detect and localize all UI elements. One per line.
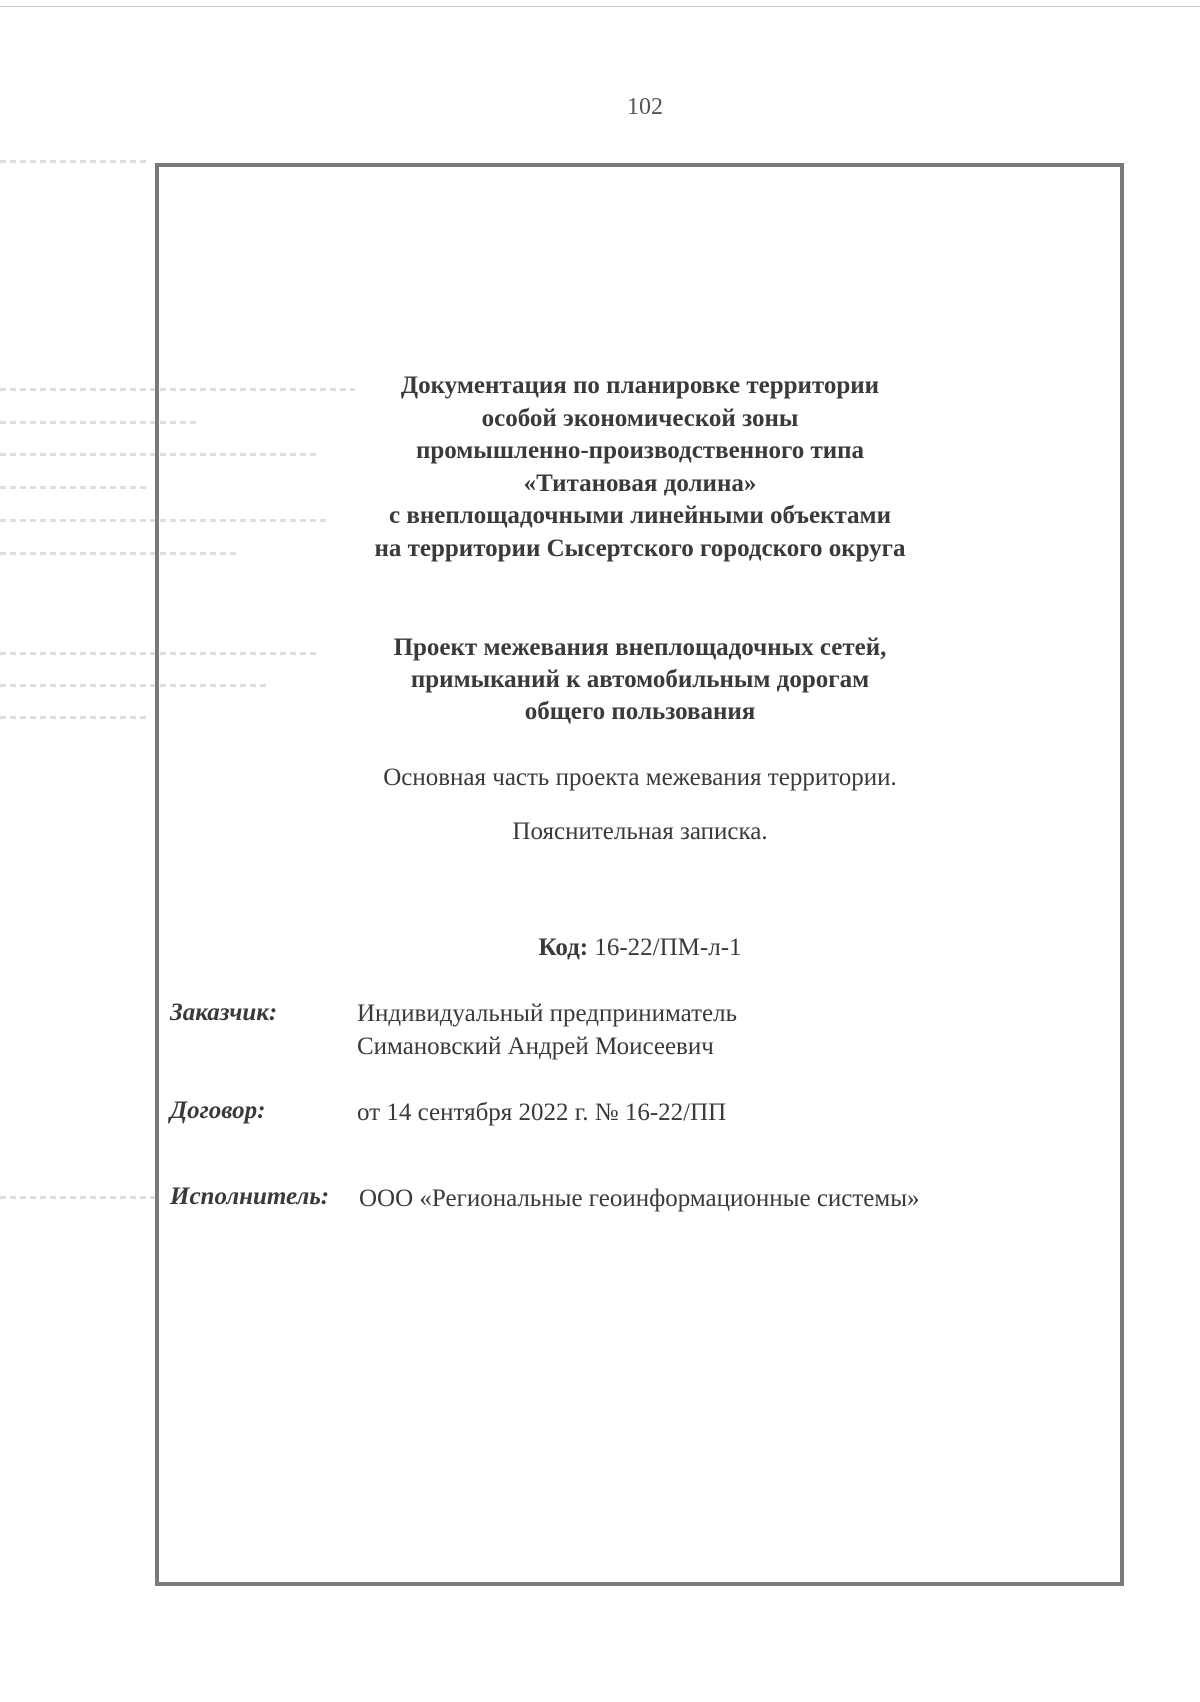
customer-label: Заказчик: xyxy=(170,999,278,1026)
scan-artifact xyxy=(0,716,150,719)
project-subtitle xyxy=(160,632,1120,728)
top-rule xyxy=(0,6,1200,7)
customer-value-line: Симановский Андрей Моисеевич xyxy=(357,1033,714,1060)
scan-artifact xyxy=(0,160,150,163)
scan-artifact xyxy=(0,486,150,489)
executor-value: ООО «Региональные геоинформационные системы» xyxy=(359,1185,920,1212)
contract-value: от 14 сентября 2022 г. № 16-22/ПП xyxy=(357,1099,727,1126)
title-line: с внеплощадочными линейными объектами xyxy=(388,502,891,529)
customer-value-line: Индивидуальный предприниматель xyxy=(357,1000,737,1027)
subtitle-line: общего пользования xyxy=(524,698,756,725)
code-value: 16-22/ПМ-л-1 xyxy=(594,934,742,961)
contract-label: Договор: xyxy=(170,1097,266,1124)
document-code xyxy=(160,934,1120,962)
document-title xyxy=(160,370,1120,565)
customer-value xyxy=(357,997,737,1063)
explanatory-note-caption: Пояснительная записка. xyxy=(512,818,768,845)
main-part-caption: Основная часть проекта межевания территории. xyxy=(383,764,897,791)
title-line: промышленно-производственного типа xyxy=(415,437,865,464)
executor-label: Исполнитель: xyxy=(170,1183,330,1210)
code-label: Код: xyxy=(538,934,589,961)
subtitle-line: примыканий к автомобильным дорогам xyxy=(410,666,870,693)
title-line: «Титановая долина» xyxy=(523,469,757,497)
title-line: на территории Сысертского городского округа xyxy=(374,534,906,562)
title-line: Документация по планировке территории xyxy=(400,372,880,399)
scan-artifact xyxy=(0,1196,160,1199)
page-number: 102 xyxy=(627,94,663,120)
title-line: особой экономической зоны xyxy=(481,404,799,432)
subtitle-line: Проект межевания внеплощадочных сетей, xyxy=(393,634,887,661)
